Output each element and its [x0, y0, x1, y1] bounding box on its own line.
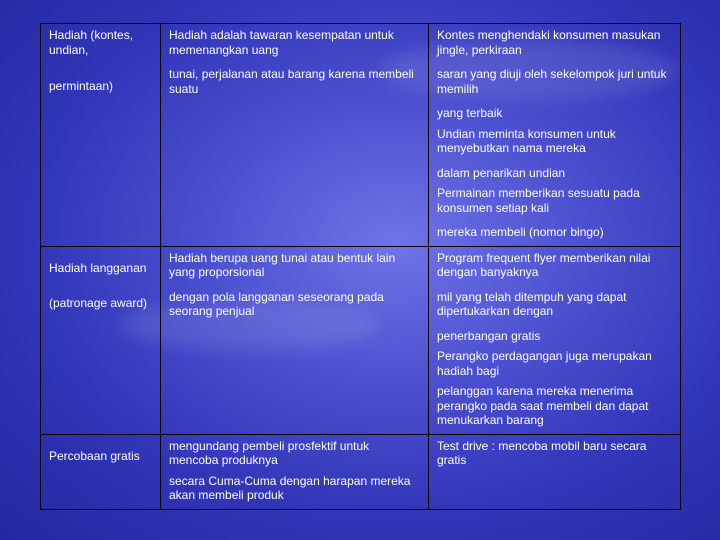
examples-cell	[429, 24, 681, 247]
table-row	[41, 24, 681, 247]
description-cell	[161, 246, 429, 434]
description-text: Hadiah adalah tawaran kesempatan untuk memenangkan uang	[169, 28, 394, 57]
table-row	[41, 434, 681, 509]
category-text: permintaan)	[49, 79, 114, 93]
example-text: penerbangan gratis	[437, 328, 541, 343]
example-text: saran yang diuji oleh sekelompok juri untuk memilih	[437, 67, 667, 96]
description-text: Hadiah berupa uang tunai atau bentuk lain yang proporsional	[169, 250, 396, 279]
category-cell	[41, 24, 161, 247]
description-cell	[161, 24, 429, 247]
category-text: (patronage award)	[49, 296, 148, 310]
example-text: Test drive : mencoba mobil baru secara gratis	[437, 438, 647, 467]
examples-cell	[429, 246, 681, 434]
example-text: Undian meminta konsumen untuk menyebutkan nama mereka	[437, 126, 616, 155]
category-cell	[41, 246, 161, 434]
category-cell	[41, 434, 161, 509]
example-text: dalam penarikan undian	[437, 165, 566, 180]
description-text: secara Cuma-Cuma dengan harapan mereka akan membeli produk	[169, 473, 411, 502]
category-text: Percobaan gratis	[49, 448, 140, 463]
example-text: mil yang telah ditempuh yang dapat dipertukarkan dengan	[437, 289, 627, 318]
example-text: Kontes menghendaki konsumen masukan jingle, perkiraan	[437, 28, 661, 57]
description-cell	[161, 434, 429, 509]
example-text: Permainan memberikan sesuatu pada konsumen setiap kali	[437, 186, 640, 215]
description-text: tunai, perjalanan atau barang karena membeli suatu	[169, 67, 414, 96]
example-text: Perangko perdagangan juga merupakan hadiah bagi	[437, 349, 652, 378]
category-text: Hadiah (kontes, undian,	[49, 28, 134, 57]
promotion-table	[40, 23, 681, 510]
description-text: dengan pola langganan seseorang pada seorang penjual	[169, 289, 384, 318]
example-text: pelanggan karena mereka menerima perangko pada saat membeli dan dapat menukarkan barang	[437, 384, 649, 427]
examples-cell	[429, 434, 681, 509]
description-text: mengundang pembeli prosfektif untuk mencoba produknya	[169, 438, 370, 467]
category-text: Hadiah langganan	[49, 260, 147, 275]
example-text: Program frequent flyer memberikan nilai dengan banyaknya	[437, 250, 651, 279]
example-text: mereka membeli (nomor bingo)	[437, 225, 604, 239]
table-row	[41, 246, 681, 434]
example-text: yang terbaik	[437, 106, 503, 120]
